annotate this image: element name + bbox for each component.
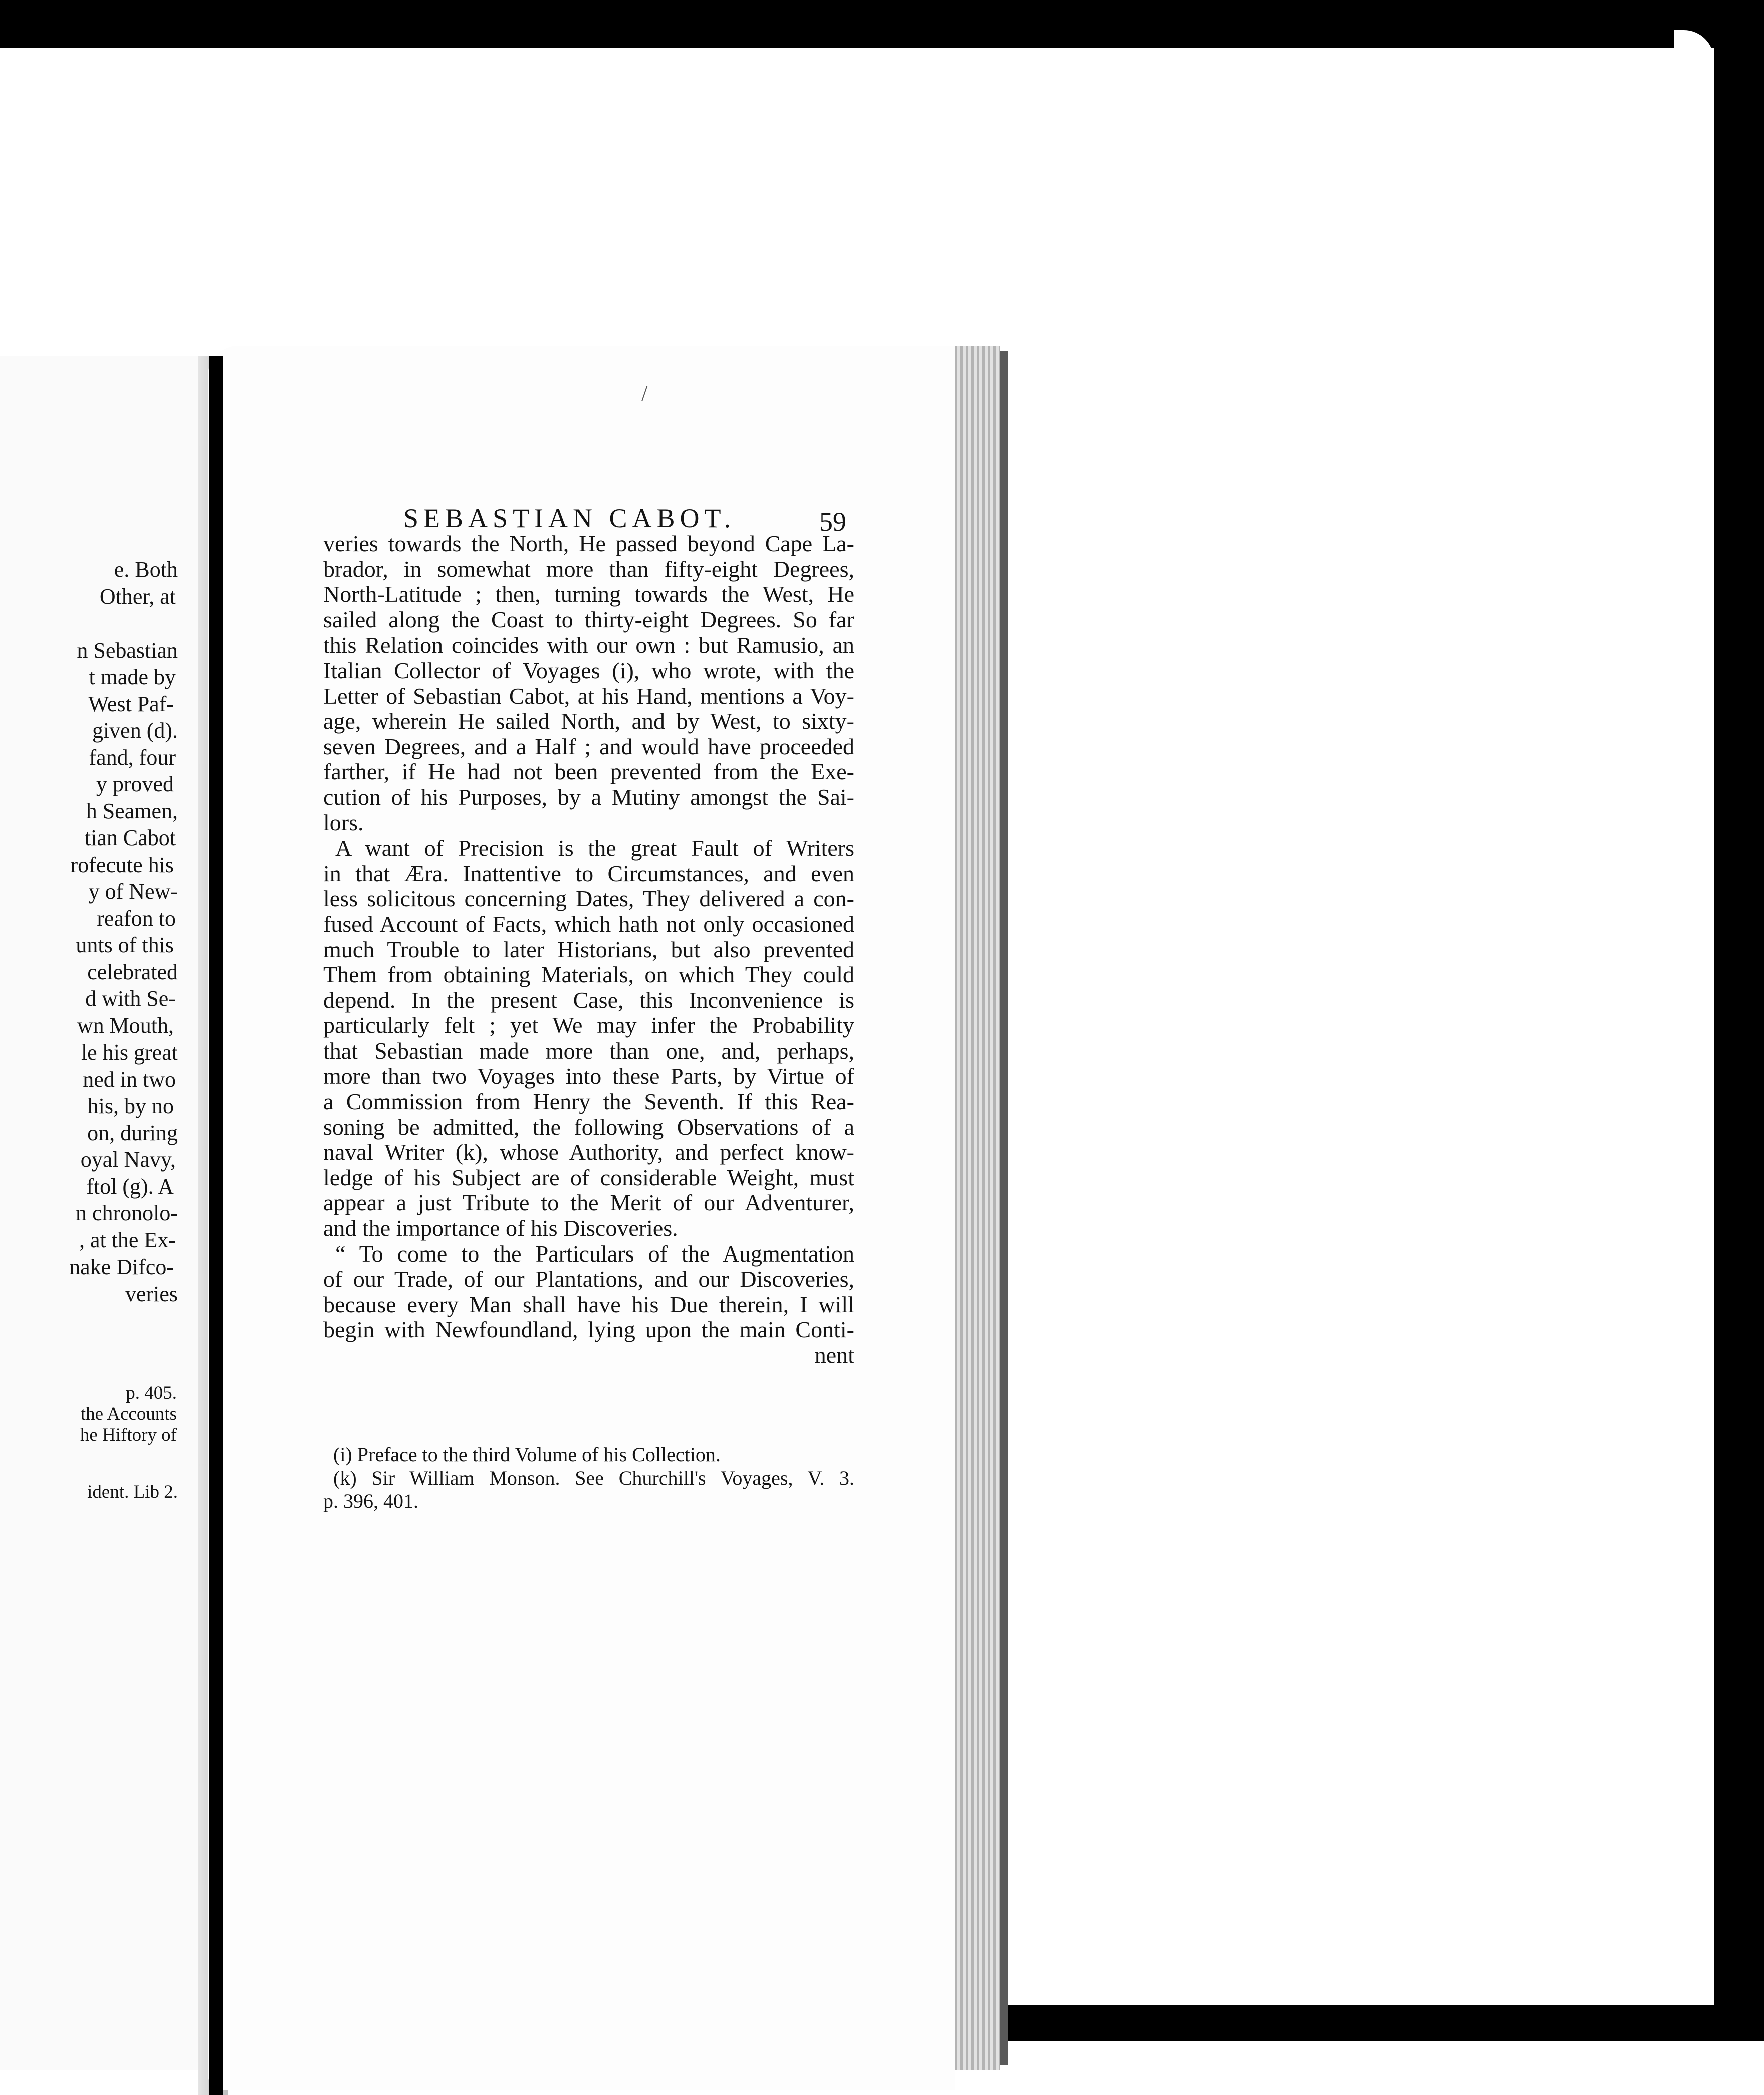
left-page-line: h Seamen, [86,798,178,823]
body-line: of our Trade, of our Plantations, and our Discoveries, [323,1266,854,1292]
left-page-footnote: he Hiftory of [80,1425,177,1445]
body-line: fused Account of Facts, which hath not only occasioned [323,911,854,937]
left-page-line: t made by [89,665,176,689]
body-line: A want of Precision is the great Fault of Writers [335,835,854,861]
left-page-line: on, during [87,1120,178,1145]
left-page-footnote: p. 405. [126,1383,177,1403]
body-line: particularly felt ; yet We may infer the Probability [323,1012,854,1038]
body-line: because every Man shall have his Due therein, I will [323,1291,854,1317]
left-page-line: le his great [81,1040,178,1065]
scan-border-right [1714,0,1764,2041]
body-line: much Trouble to later Historians, but also prevented [323,936,854,962]
body-line: Letter of Sebastian Cabot, at his Hand, mentions a Voy- [323,683,854,709]
body-line: soning be admitted, the following Observations of a [323,1114,854,1140]
left-page-line: rofecute his [70,852,174,877]
body-line: appear a just Tribute to the Merit of our Adventurer, [323,1190,854,1216]
left-page-line: tian Cabot [84,825,176,850]
left-page-line: unts of this [76,933,174,957]
body-line: and the importance of his Discoveries. [323,1215,678,1241]
body-line: a Commission from Henry the Seventh. If this Rea- [323,1089,854,1115]
scan-border-top [0,0,1764,48]
left-page-line: celebrated [87,959,178,984]
body-line: veries towards the North, He passed beyond Cape La- [323,531,854,556]
left-page-line: d with Se- [85,986,176,1011]
left-page-line: nake Difco- [69,1254,174,1279]
left-page-line: , at the Ex- [79,1227,176,1252]
body-line: North-Latitude ; then, turning towards the West, He [323,581,854,607]
body-text [323,531,854,1368]
body-line: lors. [323,809,364,835]
running-head: SEBASTIAN CABOT. [403,503,736,533]
body-line: “ To come to the Particulars of the Augmentation [335,1240,854,1267]
body-line: this Relation coincides with our own : but Ramusio, an [323,632,854,658]
left-page-line: fand, four [89,745,176,770]
body-line: brador, in somewhat more than fifty-eight Degrees, [323,556,854,582]
left-page-line: Other, at [99,584,176,609]
footnotes [323,1443,854,1513]
left-page [0,356,213,2070]
left-page-line: his, by no [87,1094,174,1118]
left-page-line: n chronolo- [75,1201,178,1225]
book-block-edge [1000,351,1008,2065]
left-page-line: veries [125,1281,178,1306]
footnote: p. 396, 401. [323,1490,418,1512]
body-line: that Sebastian made more than one, and, perhaps, [323,1037,854,1064]
page-number: 59 [819,507,846,537]
flyspeck-mark: / [641,381,648,406]
body-line: depend. In the present Case, this Inconvenience is [323,987,854,1013]
body-line: naval Writer (k), whose Authority, and perfect know- [323,1139,854,1165]
body-line: seven Degrees, and a Half ; and would have proceeded [323,733,854,759]
body-line: begin with Newfoundland, lying upon the main Conti- [323,1317,854,1343]
left-page-line: n Sebastian [77,638,178,663]
body-line: Italian Collector of Voyages (i), who wrote, with the [323,657,854,683]
body-line: ledge of his Subject are of considerable Weight, must [323,1164,854,1190]
left-page-line: West Paf- [88,691,174,716]
book-spine [209,356,223,2095]
body-line: less solicitous concerning Dates, They delivered a con- [323,886,854,912]
body-line: nent [814,1342,854,1368]
body-line: age, wherein He sailed North, and by West, to sixty- [323,708,854,734]
body-line: Them from obtaining Materials, on which They could [323,962,854,988]
left-page-line: y proved [96,772,174,796]
footnote: (k) Sir William Monson. See Churchill's Voyages, V. 3. [333,1466,854,1489]
left-page-line: given (d). [92,718,178,743]
left-page-line: reafon to [97,906,176,931]
body-line: more than two Voyages into these Parts, by Virtue of [323,1063,854,1089]
page-edges [955,346,1000,2070]
left-page-line: wn Mouth, [77,1013,174,1038]
body-line: in that Æra. Inattentive to Circumstances, and even [323,860,854,886]
footnote: (i) Preface to the third Volume of his Collection. [333,1443,721,1466]
left-page-footnote: ident. Lib 2. [87,1482,178,1502]
left-page-line: oyal Navy, [80,1147,176,1172]
body-line: cution of his Purposes, by a Mutiny amongst the Sai- [323,784,854,810]
left-page-footnote: the Accounts [80,1404,177,1424]
body-line: sailed along the Coast to thirty-eight Degrees. So far [323,606,854,633]
left-page-line: y of New- [88,879,178,904]
body-line: farther, if He had not been prevented from the Exe- [323,759,854,785]
left-page-line: e. Both [114,557,178,582]
left-page-line: ned in two [83,1067,176,1092]
left-page-line: ftol (g). A [86,1174,174,1199]
